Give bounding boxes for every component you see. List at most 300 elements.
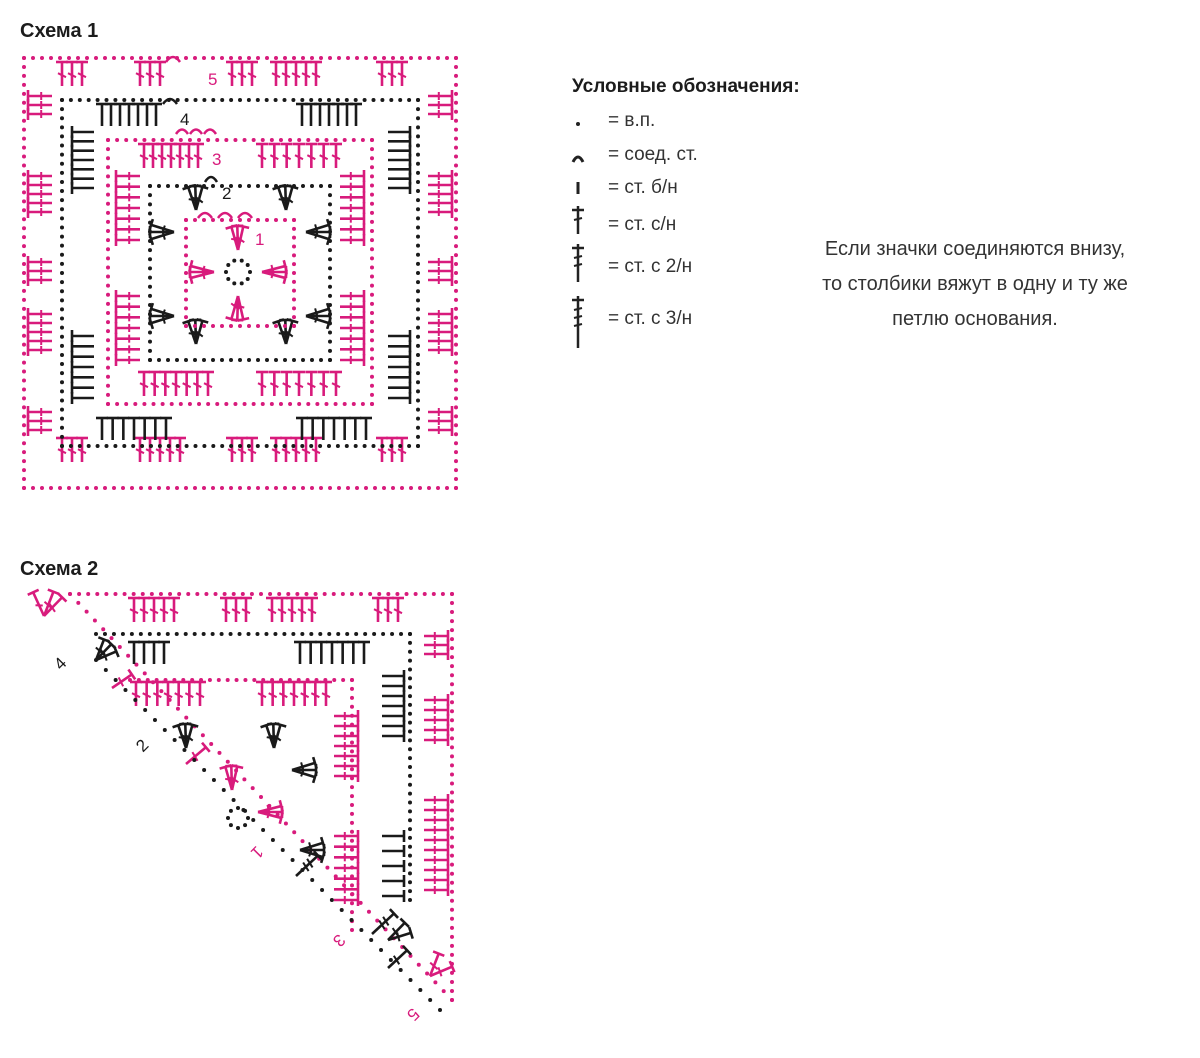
chain-stitch-mark xyxy=(22,92,26,96)
stitch-top-mark xyxy=(128,669,135,679)
chain-stitch-mark xyxy=(445,486,449,490)
chain-stitch-mark xyxy=(238,184,242,188)
scheme1-row-1: 1 xyxy=(255,230,265,249)
chain-stitch-mark xyxy=(22,307,26,311)
chain-stitch-mark xyxy=(350,901,354,905)
chain-stitch-mark xyxy=(105,444,109,448)
chain-stitch-mark xyxy=(130,632,134,636)
chain-stitch-mark xyxy=(328,331,332,335)
chain-stitch-mark xyxy=(408,889,412,893)
chain-stitch-mark xyxy=(148,248,152,252)
chain-stitch-mark xyxy=(370,393,374,397)
chain-stitch-mark xyxy=(256,98,260,102)
chain-stitch-mark xyxy=(407,444,411,448)
chain-stitch-mark xyxy=(328,486,332,490)
chain-stitch-mark xyxy=(416,171,420,175)
chain-stitch-mark xyxy=(408,827,412,831)
chain-stitch-mark xyxy=(142,138,146,142)
chain-stitch-mark xyxy=(148,340,152,344)
chain-stitch-mark xyxy=(247,324,251,328)
chain-stitch-mark xyxy=(283,56,287,60)
chain-stitch-mark xyxy=(184,271,188,275)
chain-stitch-mark xyxy=(261,138,265,142)
chain-stitch-mark xyxy=(292,262,296,266)
chain-stitch-mark xyxy=(106,265,110,269)
chain-stitch-mark xyxy=(22,387,26,391)
scheme1-title: Схема 1 xyxy=(20,20,99,42)
chain-stitch-mark xyxy=(370,293,374,297)
legend-item-double: = ст. с/н xyxy=(608,214,677,235)
chain-stitch-mark xyxy=(185,98,189,102)
chain-stitch-mark xyxy=(103,632,107,636)
chain-stitch-mark xyxy=(22,316,26,320)
chain-stitch-mark xyxy=(202,56,206,60)
chain-stitch-mark xyxy=(319,56,323,60)
chain-stitch-mark xyxy=(252,138,256,142)
chain-stitch-mark xyxy=(217,678,221,682)
chain-stitch-mark xyxy=(416,298,420,302)
chain-stitch-mark xyxy=(236,826,240,830)
chain-stitch-mark xyxy=(408,738,412,742)
chain-stitch-mark xyxy=(184,253,188,257)
chain-stitch-mark xyxy=(148,285,152,289)
chain-stitch-mark xyxy=(297,138,301,142)
chain-stitch-mark xyxy=(176,707,180,711)
stitch-top-mark xyxy=(327,233,331,244)
chain-stitch-mark xyxy=(327,98,331,102)
chain-stitch-mark xyxy=(314,592,318,596)
chain-stitch-mark xyxy=(184,716,188,720)
chain-stitch-mark xyxy=(211,358,215,362)
chain-stitch-mark xyxy=(408,721,412,725)
chain-stitch-mark xyxy=(370,265,374,269)
chain-stitch-mark xyxy=(398,444,402,448)
chain-stitch-mark xyxy=(243,678,247,682)
chain-stitch-mark xyxy=(283,324,287,328)
chain-stitch-mark xyxy=(306,402,310,406)
chain-stitch-mark xyxy=(454,181,458,185)
chain-stitch-mark xyxy=(320,888,324,892)
chain-stitch-mark xyxy=(375,919,379,923)
chain-stitch-mark xyxy=(408,632,412,636)
chain-stitch-mark xyxy=(370,402,374,406)
chain-stitch-mark xyxy=(309,632,313,636)
chain-stitch-mark xyxy=(438,1008,442,1012)
chain-stitch-mark xyxy=(22,137,26,141)
chain-stitch-mark xyxy=(270,402,274,406)
chain-stitch-mark xyxy=(148,257,152,261)
scheme1-row-2: 2 xyxy=(222,184,232,203)
chain-stitch-mark xyxy=(454,262,458,266)
chain-stitch-mark xyxy=(115,402,119,406)
chain-stitch-mark xyxy=(211,184,215,188)
chain-stitch-mark xyxy=(22,217,26,221)
chain-stitch-mark xyxy=(148,193,152,197)
chain-stitch-mark xyxy=(454,164,458,168)
chain-stitch-mark xyxy=(106,211,110,215)
chain-stitch-mark xyxy=(450,754,454,758)
chain-stitch-mark xyxy=(409,486,413,490)
chain-stitch-mark xyxy=(370,174,374,178)
chain-stitch-mark xyxy=(334,402,338,406)
chain-stitch-mark xyxy=(238,358,242,362)
chain-stitch-mark xyxy=(292,830,296,834)
chain-stitch-mark xyxy=(246,277,250,281)
chain-stitch-mark xyxy=(58,486,62,490)
chain-stitch-mark xyxy=(148,276,152,280)
chain-stitch-mark xyxy=(382,486,386,490)
chain-stitch-mark xyxy=(454,74,458,78)
chain-stitch-mark xyxy=(241,808,245,812)
chain-stitch-mark xyxy=(445,56,449,60)
chain-stitch-mark xyxy=(416,417,420,421)
chain-stitch-mark xyxy=(350,592,354,596)
chain-stitch-mark xyxy=(281,848,285,852)
chain-stitch-mark xyxy=(60,153,64,157)
chain-stitch-mark xyxy=(408,818,412,822)
chain-stitch-mark xyxy=(380,98,384,102)
chain-stitch-mark xyxy=(300,868,304,872)
scheme1-row-4: 4 xyxy=(180,110,190,129)
chain-stitch-mark xyxy=(408,730,412,734)
chain-stitch-mark xyxy=(247,184,251,188)
chain-stitch-mark xyxy=(60,335,64,339)
scheme1-row-3: 3 xyxy=(212,150,222,169)
chain-stitch-mark xyxy=(188,402,192,406)
chain-stitch-mark xyxy=(217,751,221,755)
chain-stitch-mark xyxy=(370,302,374,306)
chain-stitch-mark xyxy=(416,326,420,330)
chain-stitch-mark xyxy=(232,259,236,263)
scheme1-row-5: 5 xyxy=(208,70,218,89)
chain-stitch-mark xyxy=(363,632,367,636)
chain-stitch-mark xyxy=(336,632,340,636)
chain-stitch-mark xyxy=(454,298,458,302)
chain-stitch-mark xyxy=(416,144,420,148)
chain-stitch-mark xyxy=(152,402,156,406)
chain-stitch-mark xyxy=(114,678,118,682)
chain-stitch-mark xyxy=(310,184,314,188)
chain-stitch-mark xyxy=(319,184,323,188)
chain-stitch-mark xyxy=(350,767,354,771)
chain-stitch-mark xyxy=(170,402,174,406)
chain-stitch-mark xyxy=(22,334,26,338)
chain-stitch-mark xyxy=(370,329,374,333)
chain-stitch-mark xyxy=(350,928,354,932)
chain-stitch-mark xyxy=(274,324,278,328)
chain-stitch-mark xyxy=(247,486,251,490)
chain-stitch-mark xyxy=(110,636,114,640)
chain-stitch-mark xyxy=(175,632,179,636)
chain-stitch-mark xyxy=(184,324,188,328)
chain-stitch-mark xyxy=(220,486,224,490)
chain-stitch-mark xyxy=(22,190,26,194)
chain-stitch-mark xyxy=(450,736,454,740)
chain-stitch-mark xyxy=(416,162,420,166)
chain-stitch-mark xyxy=(194,444,198,448)
chain-stitch-mark xyxy=(60,98,64,102)
chain-stitch-mark xyxy=(238,324,242,328)
chain-stitch-mark xyxy=(279,138,283,142)
chain-stitch-mark xyxy=(350,696,354,700)
stitch-mark xyxy=(186,747,206,764)
chain-stitch-mark xyxy=(350,794,354,798)
chain-stitch-mark xyxy=(292,218,296,222)
chain-stitch-mark xyxy=(60,253,64,257)
chain-stitch-mark xyxy=(60,134,64,138)
chain-stitch-mark xyxy=(265,184,269,188)
chain-stitch-mark xyxy=(450,890,454,894)
chain-stitch-mark xyxy=(292,271,296,275)
chain-stitch-mark xyxy=(391,486,395,490)
chain-stitch-mark xyxy=(391,56,395,60)
chain-stitch-mark xyxy=(408,774,412,778)
chain-stitch-mark xyxy=(328,266,332,270)
chain-stitch-mark xyxy=(158,444,162,448)
chain-stitch-mark xyxy=(121,56,125,60)
chain-stitch-mark xyxy=(416,98,420,102)
chain-stitch-mark xyxy=(184,315,188,319)
chain-stitch-mark xyxy=(454,450,458,454)
chain-stitch-mark xyxy=(416,280,420,284)
chain-stitch-mark xyxy=(301,56,305,60)
stitch-top-mark xyxy=(409,927,413,938)
chain-stitch-mark xyxy=(256,324,260,328)
chain-stitch-mark xyxy=(233,402,237,406)
chain-stitch-mark xyxy=(328,193,332,197)
chain-stitch-mark xyxy=(405,592,409,596)
chain-stitch-mark xyxy=(416,289,420,293)
chain-stitch-mark xyxy=(60,125,64,129)
chain-stitch-mark xyxy=(246,816,250,820)
scheme2-title: Схема 2 xyxy=(20,558,99,580)
chain-stitch-mark xyxy=(416,244,420,248)
chain-stitch-mark xyxy=(450,646,454,650)
chain-stitch-mark xyxy=(143,708,147,712)
chain-stitch-mark xyxy=(450,790,454,794)
chain-stitch-mark xyxy=(93,618,97,622)
chain-stitch-mark xyxy=(124,402,128,406)
chain-stitch-mark xyxy=(193,358,197,362)
chain-stitch-mark xyxy=(40,56,44,60)
chain-stitch-mark xyxy=(22,343,26,347)
chain-stitch-mark xyxy=(416,335,420,339)
chain-stitch-mark xyxy=(250,592,254,596)
chain-stitch-mark xyxy=(60,307,64,311)
chain-stitch-mark xyxy=(454,486,458,490)
chain-stitch-mark xyxy=(229,823,233,827)
chain-stitch-mark xyxy=(161,138,165,142)
chain-stitch-mark xyxy=(318,444,322,448)
chain-stitch-mark xyxy=(354,632,358,636)
chain-stitch-mark xyxy=(450,818,454,822)
chain-stitch-mark xyxy=(271,838,275,842)
chain-stitch-mark xyxy=(238,218,242,222)
chain-stitch-mark xyxy=(350,749,354,753)
chain-stitch-mark xyxy=(103,486,107,490)
chain-stitch-mark xyxy=(454,307,458,311)
chain-stitch-mark xyxy=(184,227,188,231)
chain-stitch-mark xyxy=(450,763,454,767)
chain-stitch-mark xyxy=(291,444,295,448)
chain-stitch-mark xyxy=(418,486,422,490)
chain-stitch-mark xyxy=(22,226,26,230)
stitch-mark xyxy=(33,592,44,616)
chain-stitch-mark xyxy=(122,444,126,448)
chain-stitch-mark xyxy=(208,678,212,682)
chain-stitch-mark xyxy=(256,358,260,362)
slip-stitch-mark xyxy=(198,213,212,218)
chain-stitch-mark xyxy=(265,358,269,362)
chain-stitch-mark xyxy=(283,444,287,448)
chain-stitch-mark xyxy=(368,592,372,596)
chain-stitch-mark xyxy=(22,379,26,383)
chain-stitch-mark xyxy=(416,389,420,393)
chain-stitch-mark xyxy=(354,98,358,102)
chain-stitch-mark xyxy=(274,56,278,60)
chain-stitch-mark xyxy=(22,450,26,454)
chain-stitch-mark xyxy=(454,137,458,141)
chain-stitch-mark xyxy=(328,248,332,252)
chain-stitch-mark xyxy=(193,218,197,222)
chain-stitch-mark xyxy=(185,444,189,448)
chain-stitch-mark xyxy=(336,444,340,448)
chain-stitch-mark xyxy=(232,798,236,802)
chain-stitch-mark xyxy=(60,180,64,184)
chain-stitch-mark xyxy=(31,486,35,490)
chain-stitch-mark xyxy=(328,340,332,344)
chain-stitch-mark xyxy=(161,402,165,406)
chain-stitch-mark xyxy=(301,358,305,362)
chain-stitch-mark xyxy=(22,459,26,463)
chain-stitch-mark xyxy=(106,338,110,342)
chain-stitch-mark xyxy=(341,678,345,682)
chain-stitch-mark xyxy=(450,989,454,993)
chain-stitch-mark xyxy=(166,358,170,362)
chain-stitch-mark xyxy=(301,486,305,490)
chain-stitch-mark xyxy=(408,676,412,680)
chain-stitch-mark xyxy=(454,289,458,293)
chain-stitch-mark xyxy=(104,668,108,672)
chain-stitch-mark xyxy=(105,98,109,102)
scheme2-diagram xyxy=(28,590,455,1012)
chain-stitch-mark xyxy=(416,189,420,193)
chain-stitch-mark xyxy=(309,98,313,102)
chain-stitch-mark xyxy=(131,444,135,448)
chain-stitch-mark xyxy=(179,402,183,406)
chain-stitch-mark xyxy=(416,134,420,138)
chain-stitch-mark xyxy=(416,344,420,348)
chain-stitch-mark xyxy=(450,899,454,903)
chain-stitch-mark xyxy=(416,216,420,220)
chain-stitch-mark xyxy=(288,402,292,406)
chain-stitch-mark xyxy=(209,742,213,746)
chain-stitch-mark xyxy=(328,202,332,206)
chain-stitch-mark xyxy=(22,361,26,365)
chain-stitch-mark xyxy=(106,366,110,370)
chain-stitch-mark xyxy=(60,171,64,175)
chain-stitch-mark xyxy=(60,162,64,166)
chain-stitch-mark xyxy=(166,184,170,188)
chain-stitch-mark xyxy=(409,978,413,982)
chain-stitch-mark xyxy=(450,628,454,632)
chain-stitch-mark xyxy=(417,963,421,967)
chain-stitch-mark xyxy=(106,356,110,360)
chain-stitch-mark xyxy=(201,733,205,737)
slip-stitch-mark xyxy=(238,213,252,218)
chain-stitch-mark xyxy=(22,298,26,302)
chain-stitch-mark xyxy=(166,486,170,490)
chain-stitch-mark xyxy=(106,302,110,306)
chain-stitch-mark xyxy=(106,147,110,151)
chain-stitch-mark xyxy=(450,872,454,876)
chain-stitch-mark xyxy=(140,98,144,102)
chain-stitch-mark xyxy=(150,592,154,596)
chain-stitch-mark xyxy=(60,189,64,193)
chain-stitch-mark xyxy=(370,229,374,233)
chain-stitch-mark xyxy=(133,138,137,142)
chain-stitch-mark xyxy=(130,486,134,490)
chain-stitch-mark xyxy=(184,245,188,249)
chain-stitch-mark xyxy=(67,486,71,490)
chain-stitch-mark xyxy=(238,632,242,636)
chain-stitch-mark xyxy=(157,632,161,636)
chain-stitch-mark xyxy=(416,371,420,375)
chain-stitch-mark xyxy=(265,98,269,102)
chain-stitch-mark xyxy=(76,56,80,60)
chain-stitch-mark xyxy=(220,632,224,636)
chain-stitch-mark xyxy=(454,379,458,383)
slip-stitch-mark xyxy=(190,130,202,135)
chain-stitch-mark xyxy=(86,592,90,596)
chain-stitch-mark xyxy=(450,655,454,659)
chain-stitch-mark xyxy=(370,247,374,251)
chain-stitch-mark xyxy=(450,998,454,1002)
chain-stitch-mark xyxy=(310,878,314,882)
chain-stitch-mark xyxy=(106,220,110,224)
chain-stitch-mark xyxy=(454,316,458,320)
stitch-top-mark xyxy=(313,771,317,782)
chain-stitch-mark xyxy=(270,138,274,142)
chain-stitch-mark xyxy=(310,56,314,60)
chain-stitch-mark xyxy=(343,402,347,406)
chain-stitch-mark xyxy=(69,444,73,448)
chain-stitch-mark xyxy=(454,208,458,212)
chain-stitch-mark xyxy=(202,486,206,490)
chain-stitch-mark xyxy=(370,384,374,388)
chain-stitch-mark xyxy=(454,271,458,275)
chain-stitch-mark xyxy=(418,988,422,992)
chain-stitch-mark xyxy=(132,592,136,596)
chain-stitch-mark xyxy=(87,98,91,102)
chain-stitch-mark xyxy=(141,592,145,596)
chain-stitch-mark xyxy=(450,881,454,885)
chain-stitch-mark xyxy=(416,235,420,239)
chain-stitch-mark xyxy=(106,174,110,178)
chain-stitch-mark xyxy=(163,728,167,732)
chain-stitch-mark xyxy=(60,371,64,375)
chain-stitch-mark xyxy=(94,56,98,60)
chain-stitch-mark xyxy=(361,402,365,406)
chain-stitch-mark xyxy=(408,880,412,884)
chain-stitch-mark xyxy=(184,632,188,636)
chain-stitch-mark xyxy=(159,689,163,693)
chain-stitch-mark xyxy=(328,184,332,188)
chain-stitch-mark xyxy=(292,236,296,240)
chain-stitch-mark xyxy=(238,444,242,448)
chain-stitch-mark xyxy=(22,423,26,427)
chain-stitch-mark xyxy=(274,358,278,362)
